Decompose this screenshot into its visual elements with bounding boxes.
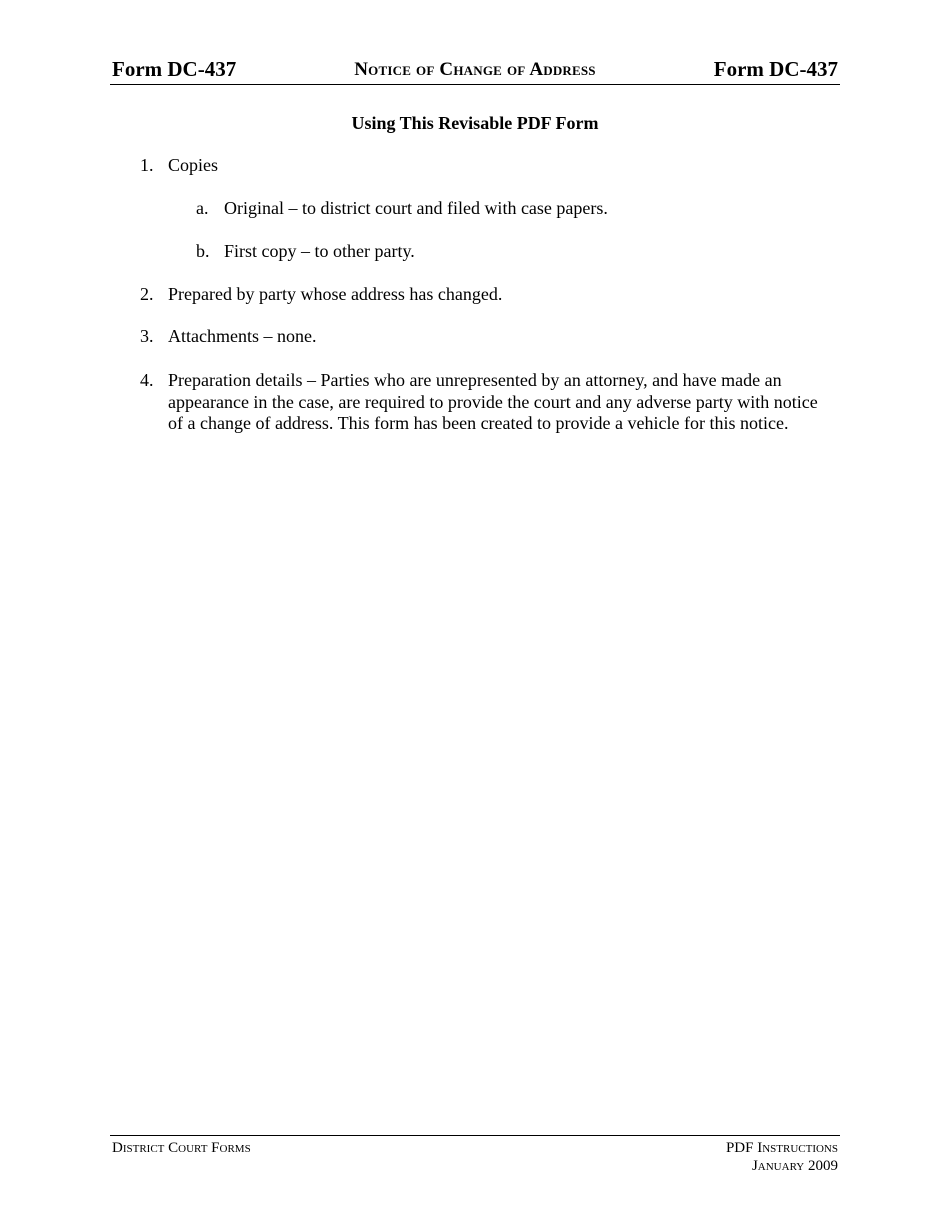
footer-right-line-2: January 2009 [751, 1158, 838, 1174]
sub-list-item-letter: b. [196, 241, 210, 261]
sub-list-item-text: First copy – to other party. [224, 241, 415, 261]
footer-left-text: District Court Forms [112, 1140, 251, 1156]
list-item-text: Preparation details – Parties who are unrepresented by an attorney, and have made an appearance in the case, are required to provide the court and any adverse party with notice of a change of address. This form has been created to provide a vehicle for this notice. [168, 370, 818, 433]
list-item-number: 1. [140, 155, 154, 175]
footer-right-line-1: PDF Instructions [725, 1140, 838, 1156]
section-heading: Using This Revisable PDF Form [351, 113, 599, 133]
form-number-left: Form DC-437 [112, 57, 237, 81]
list-item-text: Copies [168, 155, 219, 175]
list-item-number: 3. [140, 326, 154, 346]
page-header [110, 56, 840, 85]
list-item-text: Prepared by party whose address has changed. [168, 284, 503, 304]
page-footer [110, 1135, 840, 1174]
list-item-number: 4. [140, 370, 154, 390]
footer-right [726, 1139, 838, 1175]
list-item-text: Attachments – none. [168, 326, 317, 346]
sub-list-item-letter: a. [196, 198, 209, 218]
list-item-number: 2. [140, 284, 154, 304]
document-title: Notice of Change of Address [354, 59, 596, 80]
sub-list-item-text: Original – to district court and filed with case papers. [224, 198, 608, 218]
form-number-right: Form DC-437 [713, 57, 838, 81]
